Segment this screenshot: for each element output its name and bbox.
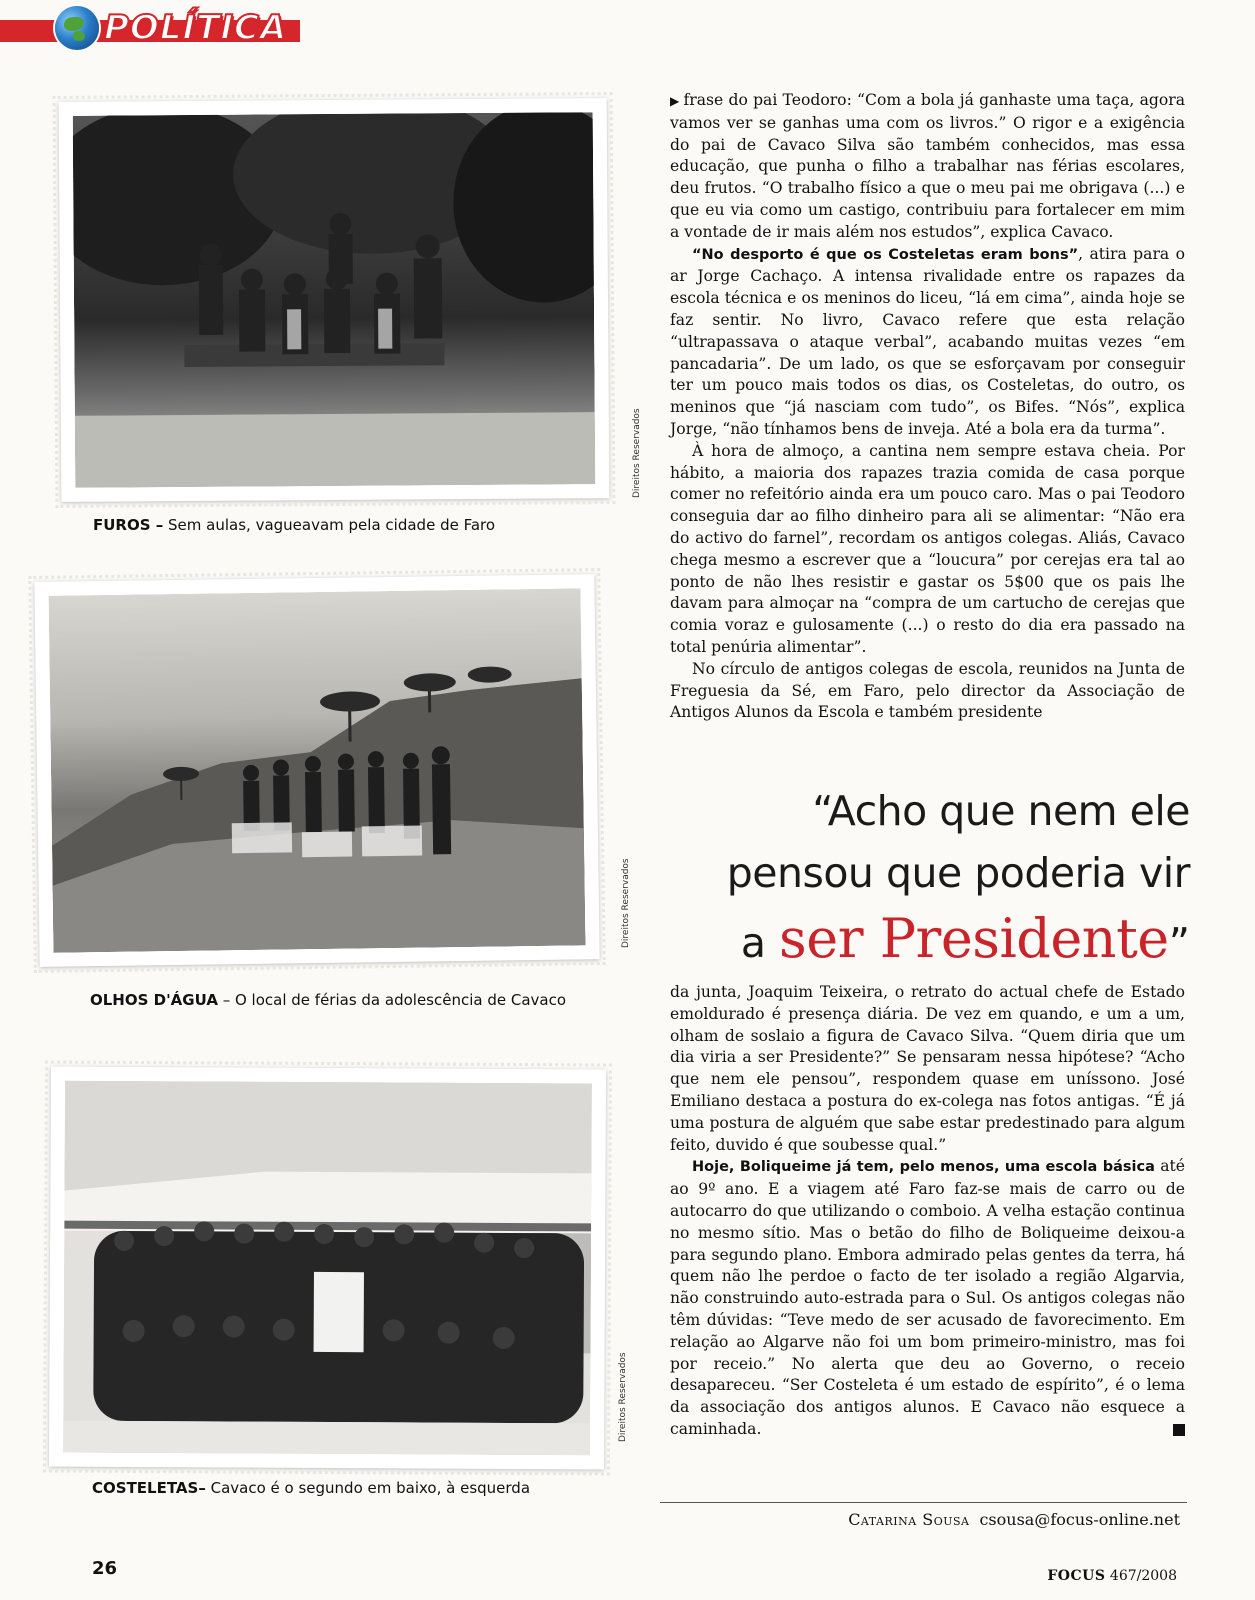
pull-quote-highlight: ser Presidente [779, 907, 1169, 970]
photo-caption [92, 1479, 530, 1497]
photo-caption [93, 516, 495, 534]
byline-divider [660, 1502, 1187, 1503]
page-number: 26 [92, 1558, 118, 1579]
photo-caption [90, 991, 566, 1009]
article-paragraph [670, 1156, 1185, 1440]
article-paragraph [670, 659, 1185, 724]
caption-label: COSTELETAS– [92, 1479, 206, 1497]
pull-quote-line: “Acho que nem ele [812, 787, 1190, 835]
paragraph-lead: Hoje, Boliqueime já tem, pelo menos, uma escola básica [692, 1159, 1155, 1176]
paragraph-lead: “No desporto é que os Costeletas eram bons” [692, 246, 1079, 263]
caption-text: Cavaco é o segundo em baixo, à esquerda [205, 1479, 531, 1497]
paragraph-text: até ao 9º ano. E a viagem até Faro faz-se mais de carro ou de autocarro do que utilizando o comboio. A velha estação continua no mesmo sítio. Mas o betão do filho de Boliqueime deixou-a para segundo plano. Embora admirado pelas gentes da terra, há quem não lhe perdoe o facto de ter isolado a região Algarvia, não construindo auto-estrada para o Sul. Os antigos colegas não têm dúvidas: “Teve medo de ser acusado de favorecimento. Em relação ao Algarve não foi um bom primeiro-ministro, mas foi por receio.” No alerta que deu ao Governo, o receio desapareceu. “Ser Costeleta é um estado de espírito”, é o lema da associação dos antigos alunos. E Cavaco não esquece a caminhada. [670, 1157, 1185, 1438]
photo-olhos-dagua [34, 574, 599, 967]
section-title: POLÍTICA [104, 8, 288, 48]
paragraph-text: No círculo de antigos colegas de escola, reunidos na Junta de Freguesia da Sé, em Faro, pelo director da Associação de Antigos Alunos da Escola e também presidente [670, 659, 1185, 722]
paragraph-text: da junta, Joaquim Teixeira, o retrato do actual chefe de Estado emoldurado é presença diária. De vez em quando, e um a um, olham de soslaio a figura de Cavaco Silva. “Quem diria que um dia viria a ser Presidente?” Se pensaram nessa hipótese? “Acho que nem ele pensou”, respondem quase em uníssono. José Emiliano destaca a postura do ex-colega nas fotos antigas. “É já uma postura de alguém que sabe estar predestinado para algum feito, duvido é que soubesse qual.” [670, 983, 1185, 1154]
issue-info [1047, 1568, 1177, 1584]
pull-quote-pre: a [740, 919, 780, 967]
pull-quote-line [660, 904, 1190, 978]
photo-credit: Direitos Reservados [632, 408, 642, 498]
globe-icon [55, 6, 99, 50]
arrow-right-icon: ▶ [670, 94, 680, 108]
end-of-article-icon [1173, 1424, 1185, 1436]
pull-quote-post: ” [1168, 919, 1190, 967]
caption-text: Sem aulas, vagueavam pela cidade de Faro [163, 516, 496, 534]
pull-quote [660, 780, 1190, 978]
paragraph-text: À hora de almoço, a cantina nem sempre estava cheia. Por hábito, a maioria dos rapazes trazia comida de casa porque comer no refeitório ainda era um pouco caro. Mas o pai Teodoro conseguia dar ao filho dinheiro para ali se alimentar: “Não era do activo do farnel”, recordam os antigos colegas. Aliás, Cavaco chega mesmo a escrever que a “loucura” por cerejas era tal ao ponto de não lhes resistir e gastar os 5$00 que os pais lhe davam para almoçar na “compra de um cartucho de cerejas que comia voraz e gulosamente (...) o resto do dia era passado na total penúria alimentar”. [670, 441, 1185, 656]
photo-credit: Direitos Reservados [618, 1352, 628, 1442]
photo-credit: Direitos Reservados [621, 858, 631, 948]
magazine-name: FOCUS [1047, 1568, 1106, 1584]
byline-author: Catarina Sousa [848, 1510, 970, 1529]
article-column-bottom [670, 982, 1185, 1441]
article-paragraph [670, 982, 1185, 1156]
caption-text: – O local de férias da adolescência de Cavaco [217, 991, 567, 1009]
paragraph-text: frase do pai Teodoro: “Com a bola já ganhaste uma taça, agora vamos ver se ganhas uma com os livros.” O rigor e a exigência do pai de Cavaco Silva são também conhecidos, mas essa educação, que punha o filho a trabalhar nas férias escolares, deu frutos. “O trabalho físico a que o meu pai me obrigava (...) e que eu via como um castigo, contribuiu para fortalecer em mim a vontade de ir mais além nos estudos”, explica Cavaco. [670, 91, 1185, 241]
article-paragraph [670, 90, 1185, 244]
article-paragraph [670, 441, 1185, 659]
photo-costeletas [49, 1067, 606, 1470]
byline [660, 1510, 1180, 1529]
caption-label: OLHOS D'ÁGUA [90, 991, 218, 1009]
pull-quote-line: pensou que poderia vir [726, 849, 1190, 897]
caption-label: FUROS – [93, 516, 164, 534]
article-column-top [670, 90, 1185, 724]
article-paragraph [670, 244, 1185, 441]
byline-email[interactable]: csousa@focus-online.net [979, 1510, 1180, 1529]
photo-furos [59, 98, 610, 502]
paragraph-text: , atira para o ar Jorge Cachaço. A intensa rivalidade entre os rapazes da escola técnica e os meninos do liceu, “lá em cima”, ainda hoje se faz sentir. No livro, Cavaco refere que esta relação “ultrapassava o ataque verbal”, acabando muitas vezes “em pancadaria”. De um lado, os que se esforçavam por conseguir ter um pouco mais todos os dias, os Costeletas, do outro, os meninos que “já nasciam com tudo”, os Bifes. “Nós”, explica Jorge, “não tínhamos bens de inveja. Até a bola era da turma”. [670, 244, 1185, 438]
issue-number: 467/2008 [1109, 1568, 1177, 1584]
